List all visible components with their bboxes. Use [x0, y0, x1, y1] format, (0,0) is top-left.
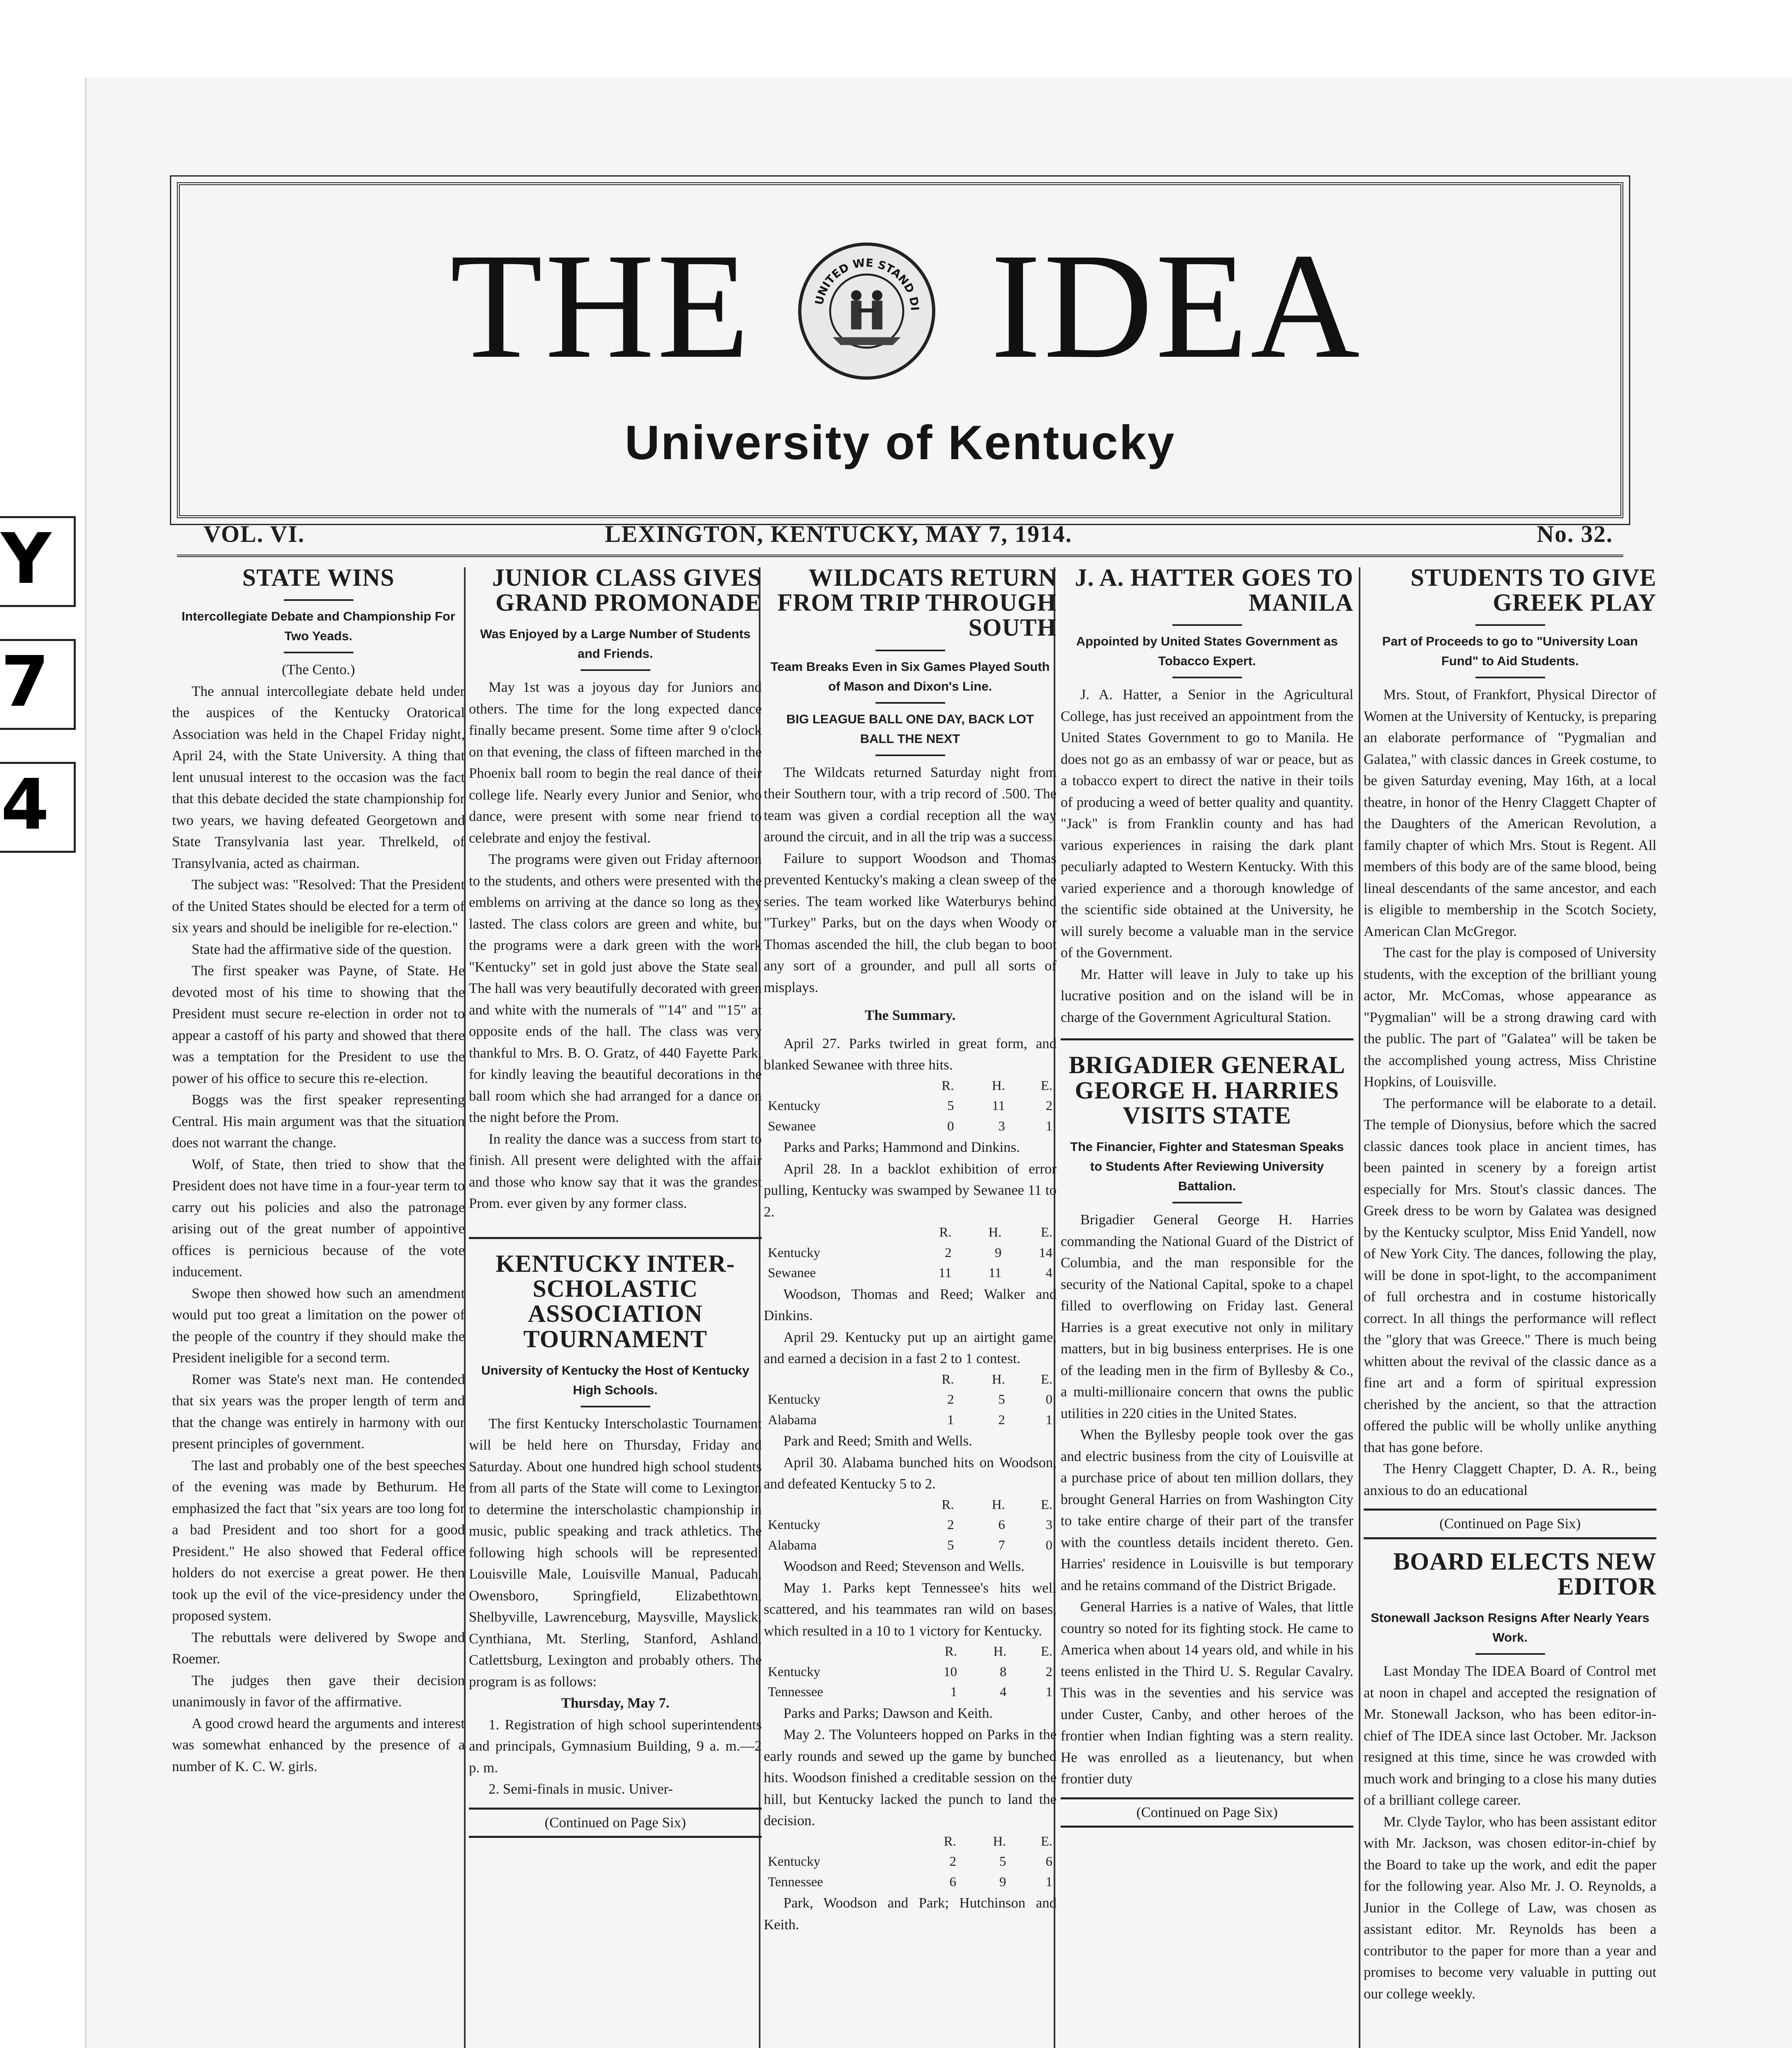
score-cell: Sewanee: [768, 1266, 816, 1281]
score-cell: Alabama: [768, 1412, 817, 1427]
paragraph: Mr. Clyde Taylor, who has been assistant editor with Mr. Jackson, was chosen editor-in-chief by the Board to take up the work, and edit the paper for the following year. Also Mr. J. O. Reynolds, a Junior in the College of Law, was chosen as assistant editor. Mr. Reynolds has been a contributor to the paper for more than a year and promises to become very valuable in putting out our college weekly.: [1364, 1813, 1656, 2002]
rule: [1172, 624, 1242, 626]
column-rule: [1359, 567, 1360, 2048]
score-cell: 9: [995, 1245, 1002, 1260]
rhe-header: R.: [944, 1834, 957, 1849]
rhe-header: H.: [992, 1078, 1005, 1093]
score-cell: 3: [1045, 1518, 1052, 1533]
paragraph: Last Monday The IDEA Board of Control met at noon in chapel and accepted the resignation of Mr. Stonewall Jackson, who has been editor-in-chief of The IDEA since last October. Mr. Jackson resigned at this time, since he was crowded with much work and bringing to a close his many duties of a brilliant college career.: [1364, 1663, 1656, 1808]
source-line: (The Cento.): [282, 662, 355, 678]
paragraph: The first speaker was Payne, of State. He devoted most of his time to showing that the President must secure re-election in order not to appear a castoff of his party and showed that there was a temptation for the President to use the power of his office to secure this re-election.: [172, 963, 465, 1086]
headline: BOARD ELECTS NEW EDITOR: [1393, 1547, 1656, 1600]
volume: VOL. VI.: [204, 521, 305, 547]
paragraph: The rebuttals were delivered by Swope and Roemer.: [172, 1629, 465, 1667]
box-score: [764, 1076, 1057, 1137]
rhe-header: H.: [988, 1225, 1002, 1240]
masthead-word-the: THE: [450, 222, 752, 390]
rhe-header: R.: [941, 1372, 954, 1387]
score-cell: Kentucky: [768, 1245, 821, 1260]
headline: J. A. HATTER GOES TO MANILA: [1075, 564, 1353, 616]
box-score: [764, 1495, 1057, 1556]
score-cell: Tennessee: [768, 1874, 824, 1889]
score-cell: Kentucky: [768, 1392, 821, 1407]
kentucky-seal-icon: [798, 242, 935, 380]
rhe-header: R.: [939, 1225, 952, 1240]
score-cell: 3: [998, 1119, 1005, 1134]
paragraph: J. A. Hatter, a Senior in the Agricultural College, has just received an appointment from the United States Government to go to Manila. He does not go as an embassy of war or peace, but as a tobacco expert to direct the native in their toils of producing a weed of better quality and quantity. "Jack" is from Franklin county and has had various experiences in raising the dark plant peculiarly adapted to Western Kentucky. With this varied experience and a thorough knowledge of the scientific side obtained at the University, he will surely become a valuable man in the service of the Government.: [1061, 686, 1353, 961]
svg-text:UNITED WE STAND DIVIDED WE FAL: UNITED WE STAND DI: [812, 256, 921, 311]
score-cell: 6: [1045, 1854, 1052, 1869]
score-cell: 2: [949, 1854, 957, 1869]
headline: JUNIOR CLASS GIVES GRAND PROMONADE: [492, 564, 762, 616]
score-cell: 9: [999, 1874, 1006, 1889]
score-cell: 1: [1045, 1412, 1052, 1427]
rhe-header: H.: [992, 1372, 1005, 1387]
rule: [1475, 1653, 1545, 1655]
score-cell: 2: [947, 1518, 954, 1533]
rule: [876, 702, 945, 704]
score-cell: 10: [944, 1664, 957, 1679]
masthead: [177, 182, 1623, 518]
schedule-item: 1. Registration of high school superintendents and principals, Gymnasium Building, 9 a. m.—2 p. m.: [469, 1716, 762, 1776]
score-cell: 2: [1045, 1099, 1052, 1114]
paragraph: The Wildcats returned Saturday night from their Southern tour, with a trip record of .500. The team was given a cordial reception all the way around the circuit, and in all the trip was a success.: [764, 764, 1057, 845]
headline: BRIGADIER GENERAL GEORGE H. HARRIES VISITS STATE: [1068, 1051, 1346, 1129]
score-cell: 1: [947, 1412, 954, 1427]
rhe-header: E.: [1041, 1497, 1052, 1512]
headline: WILDCATS RETURN FROM TRIP THROUGH SOUTH: [777, 564, 1057, 641]
paragraph: The annual intercollegiate debate held under the auspices of the Kentucky Oratorical Association was held in the Chapel Friday night, April 24, with the State University. A thing that lent unusual interest to the occasion was the fact that this debate decided the state championship for two years, we having defeated Georgetown and State Transylvania last year. Threlkeld, of Transylvania, acted as chairman.: [172, 683, 465, 871]
score-cell: 11: [938, 1266, 952, 1281]
schedule-item: 2. Semi-finals in music. Univer-: [489, 1781, 673, 1797]
game-summary: April 30. Alabama bunched hits on Woodson, and defeated Kentucky 5 to 2.: [764, 1454, 1057, 1492]
score-row: [764, 1096, 1057, 1117]
score-cell: 11: [989, 1266, 1002, 1281]
paragraph: Wolf, of State, then tried to show that the President does not have time in a four-year term to carry out his policies and also the patronage arising out of the great number of appointive offices is pernicious because of the vote inducement.: [172, 1156, 465, 1280]
paragraph: A good crowd heard the arguments and interest was somewhat enhanced by the presence of a number of K. C. W. girls.: [172, 1715, 465, 1774]
continued-note: (Continued on Page Six): [1364, 1509, 1656, 1539]
masthead-word-idea: IDEA: [991, 222, 1362, 390]
score-cell: 2: [947, 1392, 954, 1407]
column-5: [1364, 565, 1656, 2005]
game-summary: May 2. The Volunteers hopped on Parks in the early rounds and sewed up the game by bunched hits. Woodson finished a creditable session on the hill, but Kentucky lacked the punch to land the decision.: [764, 1726, 1057, 1829]
edge-letter: 4: [0, 762, 76, 853]
neighbor-page-edge: [0, 516, 84, 852]
battery-line: Parks and Parks; Dawson and Keith.: [783, 1705, 993, 1721]
deck: The Financier, Fighter and Statesman Speaks to Students After Reviewing University Battalion.: [1070, 1140, 1344, 1194]
score-cell: 1: [1045, 1685, 1052, 1700]
paragraph: The programs were given out Friday afternoon to the students, and others were presented with the emblems on arriving at the dance so long as they lasted. The class colors are green and white, but the programs were a dark green with the work "Kentucky" set in gold just above the State seal. The hall was very beautifully decorated with green and white with the numerals of "'14" and "'15" at opposite ends of the hall. The class was very thankful to Mrs. B. O. Gratz, of 440 Fayette Park, for kindly leaving the beautiful decorations in the ball room which she had arranged for a dance on the night before the Prom.: [469, 851, 762, 1126]
paragraph: Swope then showed how such an amendment would put too great a limitation on the power of the people of the country if they should make the President ineligible for a second term.: [172, 1285, 465, 1366]
edge-letter: Y: [0, 516, 76, 607]
schedule-heading: Thursday, May 7.: [561, 1695, 670, 1711]
score-cell: 0: [947, 1119, 954, 1134]
deck: Part of Proceeds to go to "University Loan Fund" to Aid Students.: [1382, 634, 1638, 668]
paragraph: Brigadier General George H. Harries commanding the National Guard of the District of Columbia, and the man responsible for the security of the National Capital, spoke to a chapel filled to overflowing on Friday last. General Harries is a great executive not only in military matters, but in big business enterprises. He is one of the leading men in the firm of Byllesby & Co., a multi-millionaire concern that owns the public utilities in 220 cities in the United States.: [1061, 1212, 1353, 1421]
paragraph: Boggs was the first speaker representing Central. His main argument was that the situation does not warrant the change.: [172, 1092, 465, 1151]
battery-line: Park, Woodson and Park; Hutchinson and Keith.: [764, 1895, 1057, 1932]
game-summary: May 1. Parks kept Tennessee's hits well scattered, and his teammates ran wild on bases, which resulted in a 10 to 1 victory for Kentucky.: [764, 1579, 1057, 1639]
edge-letter: 7: [0, 639, 76, 730]
paragraph: In reality the dance was a success from start to finish. All present were delighted with the affair and those who know say that it was the grandest Prom. ever given by any former class.: [469, 1130, 762, 1212]
score-cell: 8: [1000, 1664, 1007, 1679]
paragraph: When the Byllesby people took over the gas and electric business from the city of Louisville at a purchase price of about ten million dollars, they brought General Harries on from Washington City to take entire charge of their part of the transfer with the countless details incident thereto. Gen. Harries' residence in Louisville is but temporary and he retains command of the District Brigade.: [1061, 1427, 1353, 1593]
deck: BIG LEAGUE BALL ONE DAY, BACK LOT BALL THE NEXT: [786, 711, 1034, 746]
score-row: [764, 1536, 1057, 1556]
score-cell: 4: [1000, 1685, 1007, 1700]
rhe-header: R.: [941, 1497, 954, 1512]
continued-note: (Continued on Page Six): [1061, 1797, 1353, 1828]
paragraph: Romer was State's next man. He contended that six years was the proper length of term and that the change was entirely in harmony with our present principles of government.: [172, 1371, 465, 1452]
battery-line: Woodson and Reed; Stevenson and Wells.: [783, 1558, 1025, 1575]
score-cell: 1: [1045, 1119, 1052, 1134]
box-score: [764, 1642, 1057, 1703]
paragraph: May 1st was a joyous day for Juniors and others. The time for the long expected dance finally became present. Some time after 9 o'clock on that evening, the class of fifteen marched in the Phoenix ball room to begin the real dance of their college life. Nearly every Junior and Senior, who dance, were present with some near friend to celebrate and enjoy the festival.: [469, 679, 762, 846]
score-cell: 14: [1039, 1245, 1052, 1260]
deck: Stonewall Jackson Resigns After Nearly Years Work.: [1371, 1611, 1649, 1645]
rhe-header: E.: [1041, 1834, 1052, 1849]
score-cell: Kentucky: [768, 1854, 821, 1869]
rule: [284, 599, 353, 601]
battery-line: Park and Reed; Smith and Wells.: [783, 1433, 973, 1449]
score-cell: Tennessee: [768, 1685, 824, 1700]
score-row: [764, 1872, 1057, 1893]
rhe-header: R.: [944, 1644, 957, 1659]
score-cell: 7: [998, 1538, 1005, 1553]
rhe-header: E.: [1041, 1644, 1052, 1659]
box-score: [764, 1370, 1057, 1431]
rule: [1172, 677, 1242, 678]
place-date: LEXINGTON, KENTUCKY, MAY 7, 1914.: [605, 521, 1072, 547]
rule: [1172, 1202, 1242, 1203]
continued-note: (Continued on Page Six): [469, 1808, 762, 1838]
rule: [1475, 624, 1545, 626]
dateline: [177, 510, 1623, 557]
game-summary: April 29. Kentucky put up an airtight game, and earned a decision in a fast 2 to 1 contest.: [764, 1329, 1057, 1367]
column-2: [469, 565, 762, 1838]
paragraph: General Harries is a native of Wales, that little country so noted for its fighting stock. He came to America when about 14 years old, and while in his teens enlisted in the Third U. S. Regular Cavalry. This was in the seventies and his service was under Custer, Canby, and other heroes of the frontier when Indian fighting was a stern reality. He was enrolled as a lieutenancy, but when frontier duty: [1061, 1599, 1353, 1787]
score-cell: 4: [1045, 1266, 1052, 1281]
paragraph: The judges then gave their decision unanimously in favor of the affirmative.: [172, 1672, 465, 1710]
divider: [1061, 1028, 1353, 1040]
game-results: [764, 1033, 1057, 1936]
column-1: [172, 565, 465, 1777]
paragraph: The subject was: "Resolved: That the President of the United States should be elected for a term of six years and should be ineligible for re-election.": [172, 877, 465, 936]
score-row: [764, 1662, 1057, 1683]
deck: Appointed by United States Government as Tobacco Expert.: [1076, 634, 1338, 668]
score-cell: 2: [998, 1412, 1005, 1427]
divider: [469, 1214, 762, 1239]
column-3: [764, 565, 1057, 1935]
headline: STUDENTS TO GIVE GREEK PLAY: [1410, 564, 1656, 616]
paragraph: State had the affirmative side of the question.: [192, 941, 452, 957]
paragraph: Mrs. Stout, of Frankfort, Physical Director of Women at the University of Kentucky, is preparing an elaborate performance of "Pygmalian and Galatea," with classic dances in Greek costume, to be given Saturday evening, May 16th, at a local theatre, in honor of the Henry Claggett Chapter of the Daughters of the American Revolution, a family chapter of which Mrs. Stout is Regent. All members of this body are of the same blood, being lineal descendants of the same ancestor, and each is eligible to membership in the Scotch Society, American Clan McGregor.: [1364, 686, 1656, 939]
score-cell: 5: [999, 1854, 1006, 1869]
deck: Was Enjoyed by a Large Number of Students and Friends.: [480, 627, 751, 661]
box-score: [764, 1223, 1057, 1284]
rhe-header: E.: [1041, 1372, 1052, 1387]
issue-number: No. 32.: [1536, 521, 1613, 547]
score-row: [764, 1682, 1057, 1703]
rhe-header: H.: [993, 1834, 1006, 1849]
paragraph: The performance will be elaborate to a detail. The temple of Dionysius, before which the sacred classic dances took place in ancient times, has been painted in scenery by a foreign artist especially for Mrs. Stout's classic dances. The Greek dress to be worn by Galatea was designed by the Kentucky sculptor, Miss Enid Yandell, now of New York City. The dances, following the play, will be done in spot-light, to the accompaniment of full orchestra and in costume historically correct. In all things the performance will reflect the "glory that was Greece." There is much being whitten about the revival of the classic dance as a fine art and a form of spiritual expression cherished by the ancient, so that the attraction offered the public will be wholly unlike anything that has gone before.: [1364, 1095, 1656, 1455]
headline: STATE WINS: [242, 564, 395, 591]
paragraph: The last and probably one of the best speeches of the evening was made by Bethurum. He emphasized the fact that "six years are too long for a bad President and too short for a good President." He also showed that Federal office holders do not exercise a great power. He then took up the evil of the vice-presidency under the proposed system.: [172, 1457, 465, 1624]
battery-line: Parks and Parks; Hammond and Dinkins.: [783, 1139, 1020, 1155]
score-cell: Kentucky: [768, 1664, 821, 1679]
rhe-header: E.: [1041, 1078, 1052, 1093]
paragraph: Mr. Hatter will leave in July to take up his lucrative position and on the island will be in charge of the Government Agricultural Station.: [1061, 966, 1353, 1025]
score-cell: 1: [950, 1685, 957, 1700]
rule: [284, 652, 353, 653]
score-cell: 2: [945, 1245, 952, 1260]
score-cell: 1: [1045, 1874, 1052, 1889]
score-row: [764, 1117, 1057, 1137]
paragraph: The Henry Claggett Chapter, D. A. R., being anxious to do an educational: [1364, 1461, 1656, 1498]
score-row: [764, 1390, 1057, 1410]
rhe-header: R.: [941, 1078, 954, 1093]
rhe-header: H.: [992, 1497, 1005, 1512]
score-row: [764, 1410, 1057, 1431]
score-cell: 0: [1045, 1392, 1052, 1407]
game-summary: April 28. In a backlot exhibition of error pulling, Kentucky was swamped by Sewanee 11 to 2.: [764, 1160, 1057, 1220]
rhe-header: H.: [993, 1644, 1007, 1659]
score-cell: 11: [992, 1099, 1005, 1114]
score-cell: 5: [947, 1538, 954, 1553]
score-cell: 6: [998, 1518, 1005, 1533]
rule: [876, 754, 945, 756]
deck: University of Kentucky the Host of Kentucky High Schools.: [481, 1363, 749, 1397]
deck: Intercollegiate Debate and Championship For Two Yeads.: [181, 609, 455, 643]
box-score: [764, 1832, 1057, 1893]
column-4: [1061, 565, 1353, 1828]
score-row: [764, 1515, 1057, 1536]
game-summary: April 27. Parks twirled in great form, and blanked Sewanee with three hits.: [764, 1035, 1057, 1073]
rule: [581, 669, 650, 671]
rule: [581, 1406, 650, 1407]
score-row: [764, 1263, 1057, 1284]
paragraph: Failure to support Woodson and Thomas prevented Kentucky's making a clean sweep of the series. The team worked like Waterburys behind "Turkey" Parks, but on the days when Woody or Thomas ascended the hill, the club began to boot any sort of a grounder, and pull all sorts of misplays.: [764, 850, 1057, 995]
summary-heading: The Summary.: [864, 1007, 956, 1024]
battery-line: Woodson, Thomas and Reed; Walker and Dinkins.: [764, 1286, 1057, 1324]
score-cell: Sewanee: [768, 1119, 816, 1134]
score-row: [764, 1852, 1057, 1872]
deck: Team Breaks Even in Six Games Played South of Mason and Dixon's Line.: [770, 659, 1050, 693]
score-cell: Alabama: [768, 1538, 817, 1553]
headline: KENTUCKY INTER-SCHOLASTIC ASSOCIATION TOURNAMENT: [496, 1250, 735, 1352]
score-cell: 5: [947, 1099, 954, 1114]
rule: [1475, 677, 1545, 678]
score-cell: 6: [949, 1874, 957, 1889]
paragraph: The first Kentucky Interscholastic Tournament will be held here on Thursday, Friday and Saturday. About one hundred high school students from all parts of the State will come to Lexington to determine the interscholastic championship in music, public speaking and track athletics. The following high schools will be represented: Louisville Male, Louisville Manual, Paducah, Owensboro, Springfield, Elizabethtown, Shelbyville, Lawrenceburg, Maysville, Mayslick, Cynthiana, Mt. Sterling, Stanford, Ashland, Catlettsburg, Lexington and probably others. The program is as follows:: [469, 1415, 762, 1690]
score-row: [764, 1243, 1057, 1264]
rhe-header: E.: [1041, 1225, 1052, 1240]
paragraph: The cast for the play is composed of University students, with the exception of the brilliant young actor, Mr. McComas, whose appearance as "Pygmalian" will be a strong drawing card with the public. The part of "Galatea" will be taken be the accomplished young actress, Miss Christine Hopkins, of Louisville.: [1364, 945, 1656, 1090]
score-cell: Kentucky: [768, 1099, 821, 1114]
score-cell: 5: [998, 1392, 1005, 1407]
masthead-subtitle: University of Kentucky: [624, 416, 1176, 470]
rule: [876, 650, 945, 651]
score-cell: 2: [1045, 1664, 1052, 1679]
score-cell: 0: [1045, 1538, 1052, 1553]
score-cell: Kentucky: [768, 1518, 821, 1533]
